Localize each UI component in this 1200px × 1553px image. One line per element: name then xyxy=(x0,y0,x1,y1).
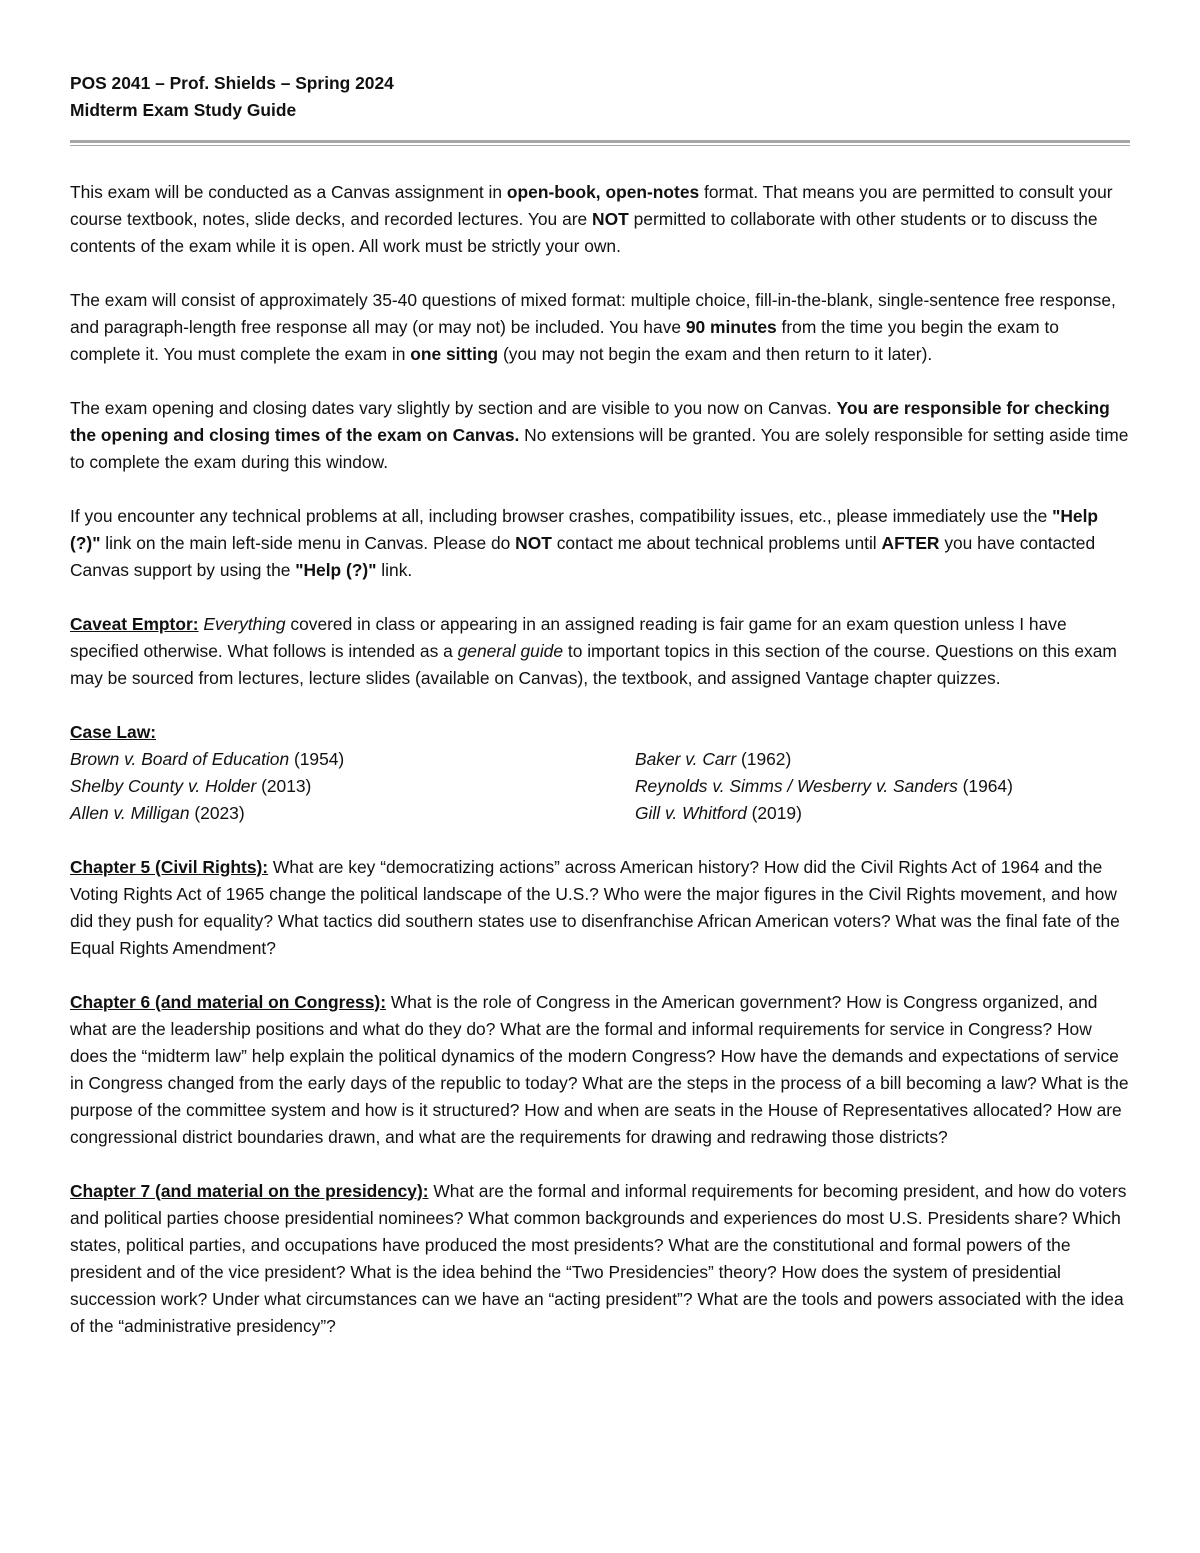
case-year: (2023) xyxy=(189,802,245,823)
p2-text-2: from the time you begin the exam to complete it. You must complete the exam in xyxy=(70,316,1059,364)
case-year: (1954) xyxy=(289,748,345,769)
case-item xyxy=(70,800,635,827)
case-item xyxy=(635,773,1130,800)
caveat-italic-1: Everything xyxy=(203,613,286,634)
caveat-text-2: to important topics in this section of the course. Questions on this exam may be sourced from lectures, lecture slides (available on Canvas), the textbook, and assigned Vantage chapter quizzes. xyxy=(70,640,1117,688)
chapter-7-paragraph xyxy=(70,1178,1130,1340)
course-header: POS 2041 – Prof. Shields – Spring 2024 xyxy=(70,73,394,93)
caveat-text-1: covered in class or appearing in an assigned reading is fair game for an exam question unless I have specified otherwise. What follows is intended as a xyxy=(70,613,1067,661)
case-law-label: Case Law: xyxy=(70,721,157,742)
chapter-7-label: Chapter 7 (and material on the presidency): xyxy=(70,1180,429,1201)
caveat-emptor-paragraph xyxy=(70,611,1130,692)
p1-text-2: format. That means you are permitted to consult your course textbook, notes, slide decks, and recorded lectures. You are xyxy=(70,181,1113,229)
p3-bold-1: You are responsible for checking the opening and closing times of the exam on Canvas. xyxy=(70,397,1110,445)
p4-bold-3: AFTER xyxy=(881,532,940,553)
case-year: (1964) xyxy=(957,775,1013,796)
p3-text-1: The exam opening and closing dates vary slightly by section and are visible to you now on Canvas. xyxy=(70,397,837,418)
p4-text-5: link. xyxy=(376,559,413,580)
p4-bold-4: "Help (?)" xyxy=(295,559,377,580)
p3-text-2: No extensions will be granted. You are solely responsible for setting aside time to complete the exam during this window. xyxy=(70,424,1129,472)
p2-bold-1: 90 minutes xyxy=(685,316,777,337)
p1-bold-1: open-book, open-notes xyxy=(506,181,700,202)
p4-text-4: you have contacted Canvas support by using the xyxy=(70,532,1096,580)
p4-bold-1: "Help (?)" xyxy=(70,505,1099,553)
chapter-6-label: Chapter 6 (and material on Congress): xyxy=(70,991,386,1012)
exam-dates-paragraph xyxy=(70,395,1130,476)
case-item xyxy=(70,773,635,800)
chapter-5-paragraph xyxy=(70,854,1130,962)
p1-text-3: permitted to collaborate with other students or to discuss the contents of the exam while it is open. All work must be strictly your own. xyxy=(70,208,1098,256)
exam-structure-paragraph xyxy=(70,287,1130,368)
case-item xyxy=(635,800,1130,827)
case-name: Reynolds v. Simms / Wesberry v. Sanders xyxy=(635,775,958,796)
p2-text-3: (you may not begin the exam and then return to it later). xyxy=(498,343,933,364)
caveat-label: Caveat Emptor: xyxy=(70,613,199,634)
document-title: Midterm Exam Study Guide xyxy=(70,100,297,120)
chapter-5-text: What are key “democratizing actions” across American history? How did the Civil Rights Act of 1964 and the Voting Rights Act of 1965 change the political landscape of the U.S.? Who were the major figures in the Civil Rights movement, and how did they push for equality? What tactics did southern states use to disenfranchise African American voters? What was the final fate of the Equal Rights Amendment? xyxy=(70,856,1120,958)
case-year: (1962) xyxy=(736,748,792,769)
case-law-section xyxy=(70,719,1130,827)
p1-bold-2: NOT xyxy=(592,208,629,229)
p2-bold-2: one sitting xyxy=(410,343,499,364)
chapter-7-text: What are the formal and informal requirements for becoming president, and how do voters and political parties choose presidential nominees? What common backgrounds and experiences do most U.S. Presidents share? Which states, political parties, and occupations have produced the most presidents? What are the constitutional and formal powers of the president and of the vice president? What is the idea behind the “Two Presidencies” theory? How does the system of presidential succession work? Under what circumstances can we have an “acting president”? What are the tools and powers associated with the idea of the “administrative presidency”? xyxy=(70,1180,1127,1336)
p4-text-3: contact me about technical problems until xyxy=(551,532,882,553)
p1-text-1: This exam will be conducted as a Canvas assignment in xyxy=(70,181,507,202)
caveat-italic-2: general guide xyxy=(457,640,564,661)
case-name: Baker v. Carr xyxy=(635,748,737,769)
p2-text-1: The exam will consist of approximately 35-40 questions of mixed format: multiple choice, fill-in-the-blank, single-sentence free response, and paragraph-length free response all may (or may not) be included. You have xyxy=(70,289,1116,337)
header-divider xyxy=(70,140,1130,146)
case-name: Brown v. Board of Education xyxy=(70,748,290,769)
case-name: Gill v. Whitford xyxy=(635,802,747,823)
chapter-5-label: Chapter 5 (Civil Rights): xyxy=(70,856,269,877)
case-name: Allen v. Milligan xyxy=(70,802,190,823)
technical-problems-paragraph xyxy=(70,503,1130,584)
case-item xyxy=(70,746,635,773)
chapter-6-text: What is the role of Congress in the American government? How is Congress organized, and what are the leadership positions and what do they do? What are the formal and informal requirements for service in Congress? How does the “midterm law” help explain the political dynamics of the modern Congress? How have the demands and expectations of service in Congress changed from the early days of the republic to today? What are the steps in the process of a bill becoming a law? What is the purpose of the committee system and how is it structured? How and when are seats in the House of Representatives allocated? How are congressional district boundaries drawn, and what are the requirements for drawing and redrawing those districts? xyxy=(70,991,1129,1147)
exam-format-paragraph xyxy=(70,179,1130,260)
case-name: Shelby County v. Holder xyxy=(70,775,257,796)
chapter-6-paragraph xyxy=(70,989,1130,1151)
case-year: (2019) xyxy=(746,802,802,823)
p4-bold-2: NOT xyxy=(515,532,552,553)
p4-text-1: If you encounter any technical problems at all, including browser crashes, compatibility issues, etc., please immediately use the xyxy=(70,505,1053,526)
case-item xyxy=(635,746,1130,773)
p4-text-2: link on the main left-side menu in Canvas. Please do xyxy=(100,532,516,553)
case-list xyxy=(70,746,1130,827)
case-year: (2013) xyxy=(256,775,312,796)
